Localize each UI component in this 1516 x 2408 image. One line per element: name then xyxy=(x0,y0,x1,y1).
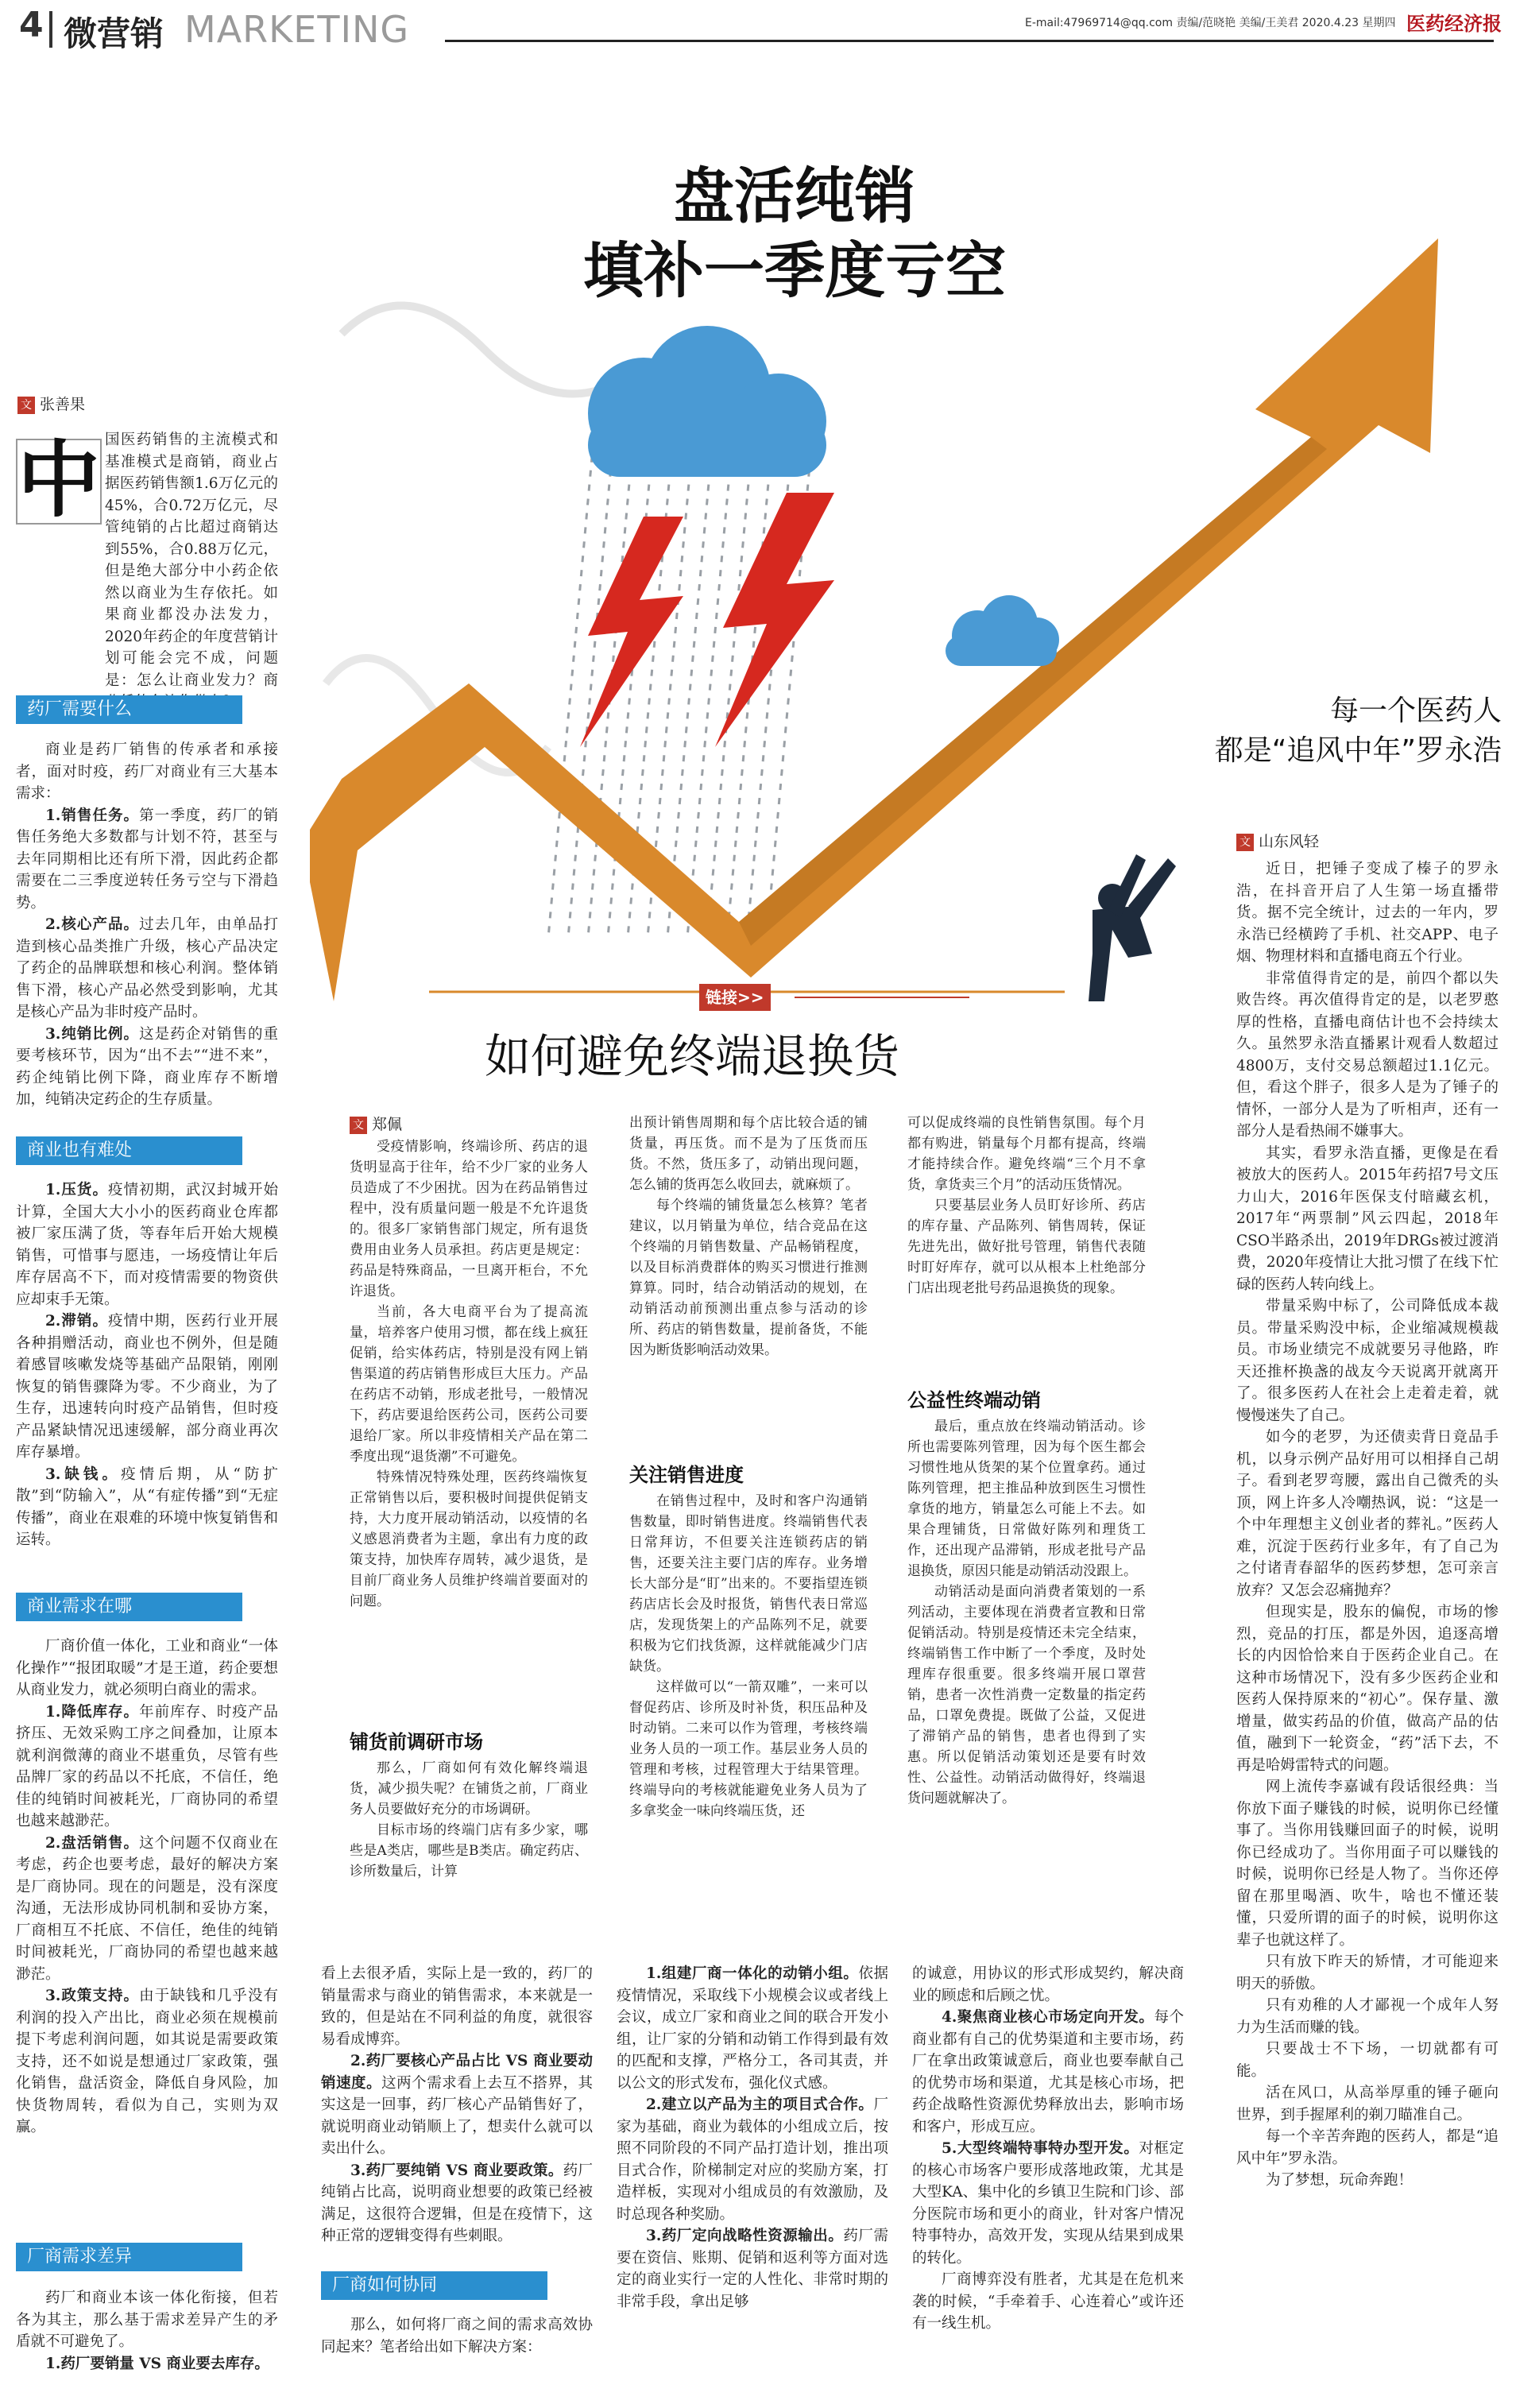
point-title: 1.降低库存。 xyxy=(45,1703,140,1721)
paragraph xyxy=(16,805,278,915)
paragraph xyxy=(321,2050,593,2160)
point-body: 厂家为基础，商业为载体的小组成立后，按照不同阶段的不同产品打造计划，推出项目式合作，阶梯制定对应的奖励方案，打造样板，实现对小组成员的有效激励，及时总现各种奖励。 xyxy=(617,2096,888,2223)
main-headline xyxy=(493,159,1096,308)
point-body: 疫情初期，武汉封城开始计算，全国大大小小的医药商业仓库都被厂家压满了货，等春年后开始大规模销售，可惜事与愿违，一场疫情让年后库存居高不下，而对疫情需要的物资供应却束手无策。 xyxy=(16,1182,278,1308)
byline-left-name: 张善果 xyxy=(40,396,86,413)
paragraph: 这样做可以“一箭双雕”，一来可以督促药店、诊所及时补货，积压品种及时动销。二来可以作为管理，考核终端业务人员的一项工作。基层业务人员的管理和考核，过程管理大于结果管理。终端导向的考核就能避免业务人员为了多拿奖金一味向终端压货，还 xyxy=(629,1679,868,1819)
point-body: 这两个需求看上去互不搭界，其实这是一回事，药厂核心产品销售好了，就说明商业动销顺上了，想卖什么就可以卖出什么。 xyxy=(321,2074,593,2157)
point-body: 疫情后期，从“防扩散”到“防输入”，从“有症传播”到“无症传播”，商业在艰难的环境中恢复销售和运转。 xyxy=(16,1465,278,1548)
sub-feature-title: 如何避免终端退换货 xyxy=(485,1029,900,1083)
main-headline-line1: 盘活纯销 xyxy=(674,161,915,231)
paragraph: 出预计销售周期和每个店比较合适的铺货量，再压货。而不是为了压货而压货。不然，货压多了，动销出现问题，怎么铺的货再怎么收回去，就麻烦了。 xyxy=(629,1115,868,1193)
paragraph: 的诚意，用协议的形式形成契约，解决商业的顾虑和后顾之忧。 xyxy=(912,1965,1184,2004)
point-title: 5.大型终端特事特办型开发。 xyxy=(942,2140,1139,2157)
point-body: 这个问题不仅商业在考虑，药企也要考虑，最好的解决方案是厂商协同。现在的问题是，没有深度沟通，无法形成协同机制和妥协方案，厂商相互不托底、不信任，绝佳的纯销时间被耗光，厂商协同的希望也越来越渺茫。 xyxy=(16,1834,278,1983)
paragraph: 厂商博弈没有胜者，尤其是在危机来袭的时候，“手牵着手、心连着心”或许还有一线生机。 xyxy=(912,2271,1184,2332)
point-body: 年前库存、时疫产品挤压、无效采购工序之间叠加，让原本就利润微薄的商业不堪重负，尽管有些品牌厂家的药品以不托底，不信任，绝佳的纯销时间被耗光，厂商协同的希望也越来越渺茫。 xyxy=(16,1703,278,1829)
paragraph: 那么，如何将厂商之间的需求高效协同起来？笔者给出如下解决方案： xyxy=(321,2317,593,2356)
paragraph: 活在风口，从高举厚重的锤子砸向世界，到手握犀利的剃刀瞄准自己。 xyxy=(1236,2085,1499,2123)
paragraph: 只有劝稚的人才鄙视一个成年人努力为生活而赚的钱。 xyxy=(1236,1997,1499,2036)
main-headline-line2: 填补一季度亏空 xyxy=(583,235,1006,306)
paragraph xyxy=(617,2094,888,2225)
section-heading: 厂商如何协同 xyxy=(321,2271,547,2300)
byline-middle xyxy=(350,1113,402,1134)
paragraph: 动销活动是面向消费者策划的一系列活动，主要体现在消费者宣教和日常促销活动。特别是疫情还未完全结束，终端销售工作中断了一个季度，及时处理库存很重要。很多终端开展口罩营销，患者一次性消费一定数量的指定药品，口罩免费提。既做了公益，又促进了滞销产品的销售，患者也得到了实惠。所以促销活动策划还是要有时效性、公益性。动销活动做得好，终端退货问题就解决了。 xyxy=(907,1584,1146,1806)
bottom-col3 xyxy=(912,1963,1184,2335)
point-title: 2.核心产品。 xyxy=(45,916,140,933)
paragraph: 每一个辛苦奔跑的医药人，都是“追风中年”罗永浩。 xyxy=(1236,2128,1499,2167)
point-title: 2.建立以产品为主的项目式合作。 xyxy=(646,2096,874,2113)
section-heading: 商业需求在哪 xyxy=(16,1593,242,1621)
paragraph xyxy=(16,1701,278,1833)
paragraph xyxy=(912,2007,1184,2138)
newspaper-brand: 医药经济报 xyxy=(1406,12,1502,35)
paragraph: 看上去很矛盾，实际上是一致的，药厂的销量需求与商业的销售需求，本来就是一致的，但是站在不同利益的角度，就很容易看成博弈。 xyxy=(321,1965,593,2048)
paragraph xyxy=(617,1963,888,2094)
businessman-figure xyxy=(1089,854,1176,1001)
point-title: 3.缺钱。 xyxy=(45,1465,122,1483)
small-cloud xyxy=(946,595,1059,666)
sidebar-feature-title xyxy=(1152,691,1502,771)
middle-article-col1b xyxy=(350,1758,588,1882)
paragraph xyxy=(617,2225,888,2313)
paragraph: 只要基层业务人员盯好诊所、药店的库存量、产品陈列、销售周转，保证先进先出，做好批号管理，销售代表随时盯好库存，就可以从根本上杜绝部分门店出现老批号药品退换货的现象。 xyxy=(907,1198,1146,1296)
point-body: 这是药企对销售的重要考核环节，因为“出不去”“进不来”，药企纯销比例下降，商业库存不断增加，纯销决定药企的生存质量。 xyxy=(16,1025,278,1108)
bottom-col1 xyxy=(321,1963,593,2247)
paragraph xyxy=(16,2353,278,2375)
lead-paragraph: 国医药销售的主流模式和基准模式是商销，商业占据医药销售额1.6万亿元的45%，合0.72万亿元，尽管纯销的占比超过商销达到55%，合0.88万亿元，但是绝大部分中小药企依然以商业为生存依托。如果商业都没办法发力，2020年药企的年度营销计划可能会完不成，问题是：怎么让商业发力？商 xyxy=(105,432,278,689)
point-body: 对框定的核心市场客户要形成落地政策，尤其是大型KA、集中化的乡镇卫生院和门诊、部分医院市场和更小的商业，针对客户情况特事特办，高效开发，实现从结果到成果的转化。 xyxy=(912,2140,1184,2267)
byline-right xyxy=(1236,830,1319,851)
middle-article-col3b xyxy=(907,1416,1146,1809)
paragraph: 每个终端的铺货量怎么核算？笔者建议，以月销量为单位，结合竞品在这个终端的月销售数量、产品畅销程度，以及目标消费群体的购买习惯进行推测算算。同时，结合动销活动的规划，在动销活动前预测出重点参与活动的诊所、药店的销售数量，提前备货，不能因为断货影响活动效果。 xyxy=(629,1198,868,1358)
paragraph: 药厂和商业本该一体化衔接，但若各为其主，那么基于需求差异产生的矛盾就不可避免了。 xyxy=(16,2290,278,2350)
point-title: 3.药厂定向战略性资源输出。 xyxy=(646,2228,844,2244)
point-title: 1.压货。 xyxy=(45,1182,109,1198)
paragraph: 网上流传李嘉诚有段话很经典：当你放下面子赚钱的时候，说明你已经懂事了。当你用钱赚回面子的时候，说明你已经成功了。当你用面子可以赚钱的时候，说明你已经是人物了。当你还停留在那里喝酒、吹牛，啥也不懂还装懂，只爱所谓的面子的时候，说明你这辈子也就这样了。 xyxy=(1236,1779,1499,1949)
byline-middle-name: 郑佩 xyxy=(372,1116,403,1133)
author-mark-icon: 文 xyxy=(17,397,35,414)
paragraph: 最后，重点放在终端动销活动。诊所也需要陈列管理，因为每个医生都会习惯性地从货架的某个位置拿药。通过陈列管理，把主推品种放到医生习惯性拿货的地方，销量怎么可能上不去。如果合理铺货，日常做好陈列和理货工作，还出现产品滞销，形成老批号产品退换货，原因只能是动销活动没跟上。 xyxy=(907,1419,1146,1579)
paragraph xyxy=(912,2138,1184,2269)
storm-cloud xyxy=(588,326,826,477)
left-section-3 xyxy=(16,1636,278,2139)
link-tag: 链接>> xyxy=(699,984,771,1011)
paragraph: 只有放下昨天的矫情，才可能迎来明天的骄傲。 xyxy=(1236,1953,1499,1992)
sidebar-feature-title-line1: 每一个医药人 xyxy=(1329,695,1502,727)
point-title: 3.政策支持。 xyxy=(45,1988,140,2004)
paragraph xyxy=(321,2160,593,2247)
point-title: 1.组建厂商一体化的动销小组。 xyxy=(646,1965,859,1982)
background-scribble xyxy=(342,305,644,393)
bottom-col2 xyxy=(617,1963,888,2313)
paragraph: 受疫情影响，终端诊所、药店的退货明显高于往年，给不少厂家的业务人员造成了不少困扰。因为在药品销售过程中，没有质量问题一般是不允许退货的。很多厂家销售部门规定，所有退货费用由业务人员承担。药店更是规定：药品是特殊商品，一旦离开柜台，不允许退货。 xyxy=(350,1139,588,1299)
middle-article-col2b xyxy=(629,1491,868,1821)
paragraph xyxy=(16,1179,278,1310)
section-heading: 厂商需求差异 xyxy=(16,2243,242,2271)
subsection-heading: 关注销售进度 xyxy=(629,1464,744,1486)
middle-article-col3 xyxy=(907,1113,1146,1299)
paragraph: 为了梦想，玩命奔跑！ xyxy=(1266,2172,1414,2189)
paragraph: 只要战士不下场，一切就都有可能。 xyxy=(1236,2041,1499,2080)
point-title: 2.药厂要核心产品占比 VS 商业要动销速度。 xyxy=(321,2053,593,2092)
header-meta: E-mail:47969714@qq.com 责编/范晓艳 美编/王美君 2020.4.23 星期四 xyxy=(1025,17,1396,29)
paragraph xyxy=(16,1464,278,1551)
paragraph: 其实，看罗永浩直播，更像是在看被放大的医药人。2015年药招7号文压力山大，2016年医保支付暗藏玄机，2017年“两票制”风云四起，2018年CSO半路杀出，2019年DRGs被过渡消费，2020年疫情让大批习惯了在线下忙碌的医药人转向线上。 xyxy=(1236,1144,1499,1293)
byline-right-name: 山东风轻 xyxy=(1259,833,1320,850)
point-body: 由于缺钱和几乎没有利润的投入产出比，商业必须在规模前提下考虑利润问题，如其说是需要政策支持，还不如说是想通过厂家政策，强化销售，盘活资金，降低自身风险，加快货物周转，看似为自己，实则为双赢。 xyxy=(16,1988,278,2135)
link-underline xyxy=(795,997,969,998)
paragraph: 那么，厂商如何有效化解终端退货，减少损失呢？在铺货之前，厂商业务人员要做好充分的市场调研。 xyxy=(350,1760,588,1818)
dropcap: 中 xyxy=(17,432,101,528)
point-title: 2.滞销。 xyxy=(45,1313,109,1330)
paragraph: 如今的老罗，为还债卖背日竟品手机，以身示例产品好用可以相择自己胡子。看到老罗弯腰，露出自己微秃的头顶，网上许多人冷嘲热讽，说：“这是一个中年理想主义创业者的葬礼。”医药人难，沉淀于医药行业多年，有了自己为之付诸青春韶华的医药梦想，怎可亲言放弃？又怎会忍痛抛弃？ xyxy=(1236,1429,1499,1599)
rain-lines xyxy=(548,413,814,938)
point-title: 1.药厂要销量 VS 商业要去库存。 xyxy=(45,2355,269,2372)
paragraph xyxy=(16,914,278,1024)
section-heading: 商业也有难处 xyxy=(16,1136,242,1165)
paragraph: 近日，把锤子变成了榛子的罗永浩，在抖音开启了人生第一场直播带货。据不完全统计，过去的一年内，罗永浩已经横跨了手机、社交APP、电子烟、物理材料和直播电商五个行业。 xyxy=(1236,861,1499,965)
right-article xyxy=(1236,858,1499,2192)
point-body: 疫情中期，医药行业开展各种捐赠活动，商业也不例外，但是随着感冒咳嗽发烧等基础产品限销，刚刚恢复的销售骤降为零。不少商业，为了生存，迅速转向时疫产品销售，但时疫产品紧缺情况迅速缓解，部分商业再次库存暴增。 xyxy=(16,1313,278,1461)
point-title: 4.聚焦商业核心市场定向开发。 xyxy=(942,2009,1154,2026)
point-title: 1.销售任务。 xyxy=(45,807,140,824)
point-body: 过去几年，由单品打造到核心品类推广升级，核心产品决定了药企的品牌联想和核心利润。整体销售下滑，核心产品必然受到影响，尤其是核心产品为非时疫产品时。 xyxy=(16,916,278,1020)
subsection-heading: 铺货前调研市场 xyxy=(350,1731,483,1753)
author-mark-icon: 文 xyxy=(350,1117,367,1134)
paragraph: 带量采购中标了，公司降低成本裁员。带量采购没中标，企业缩减规模裁员。市场业绩完不成就要另寻他路，昨天还推杯换盏的战友今天说离开就离开了。很多医药人在社会上走着走着，就慢慢迷失了自己。 xyxy=(1236,1298,1499,1424)
page-number: 4 xyxy=(19,5,44,45)
point-body: 每个商业都有自己的优势渠道和主要市场，药厂在拿出政策诚意后，商业也要奉献自己的优势市场和渠道，尤其是核心市场，把药企战略性资源优势释放出去，影响市场和客户，形成互应。 xyxy=(912,2009,1184,2135)
point-body: 药厂纯销占比高，说明商业想要的政策已经被满足，这很符合逻辑，但是在疫情下，这种正常的逻辑变得有些刺眼。 xyxy=(321,2162,593,2244)
bottom-col1b xyxy=(321,2314,593,2358)
paragraph: 但现实是，股东的偏倪，市场的惨烈，竞品的打压，都是外因，追逐高增长的内因恰恰来自于医药企业自己。在这种市场情况下，没有多少医药企业和医药人保持原来的“初心”。保存量、激增量，做实药品的价值，做高产品的估值，融到下一轮资金，“药”活下去，不再是哈姆雷特式的问题。 xyxy=(1236,1604,1499,1774)
point-body: 依据疫情情况，采取线下小规模会议或者线上会议，成立厂家和商业之间的联合开发小组，让厂家的分销和动销工作得到最有效的匹配和支撑，严格分工，各司其责，并以公文的形式发布，强化仪式感。 xyxy=(617,1965,888,2092)
point-body: 药厂需要在资信、账期、促销和返利等方面对选定的商业实行一定的人性化、非常时期的非常手段，拿出足够 xyxy=(617,2228,888,2310)
header-rule xyxy=(445,40,1494,42)
middle-article-col2 xyxy=(629,1113,868,1361)
left-article-lead xyxy=(16,429,278,714)
sidebar-feature-title-line2: 都是“追风中年”罗永浩 xyxy=(1214,734,1502,767)
paragraph: 非常值得肯定的是，前四个都以失败告终。再次值得肯定的是，以老罗憨厚的性格，直播电商估计也不会持续太久。虽然罗永浩直播累计观看人数超过4800万，支付交易总额超过1.1亿元。但，看这个胖子，很多人是为了锤子的情怀，一部分人是为了听相声，还有一部分人是看热闹不嫌事大。 xyxy=(1236,970,1499,1140)
subsection-heading: 公益性终端动销 xyxy=(907,1389,1041,1411)
paragraph: 可以促成终端的良性销售氛围。每个月都有购进，销量每个月都有提高，终端才能持续合作。避免终端“三个月不拿货，拿货卖三个月”的活动压货情况。 xyxy=(907,1115,1146,1193)
point-title: 2.盘活销售。 xyxy=(45,1834,140,1852)
paragraph: 商业是药厂销售的传承者和承接者，面对时疫，药厂对商业有三大基本需求： xyxy=(16,741,278,802)
paragraph: 当前，各大电商平台为了提高流量，培养客户使用习惯，都在线上疯狂促销，给实体药店，特别是没有网上销售渠道的药店销售形成巨大压力。产品在药店不动销，形成老批号，一般情况下，药店要退给医药公司，医药公司要退给厂家。所以非疫情相关产品在第二季度出现“退货潮”不可避免。 xyxy=(350,1304,588,1465)
point-body: 第一季度，药厂的销售任务绝大多数都与计划不符，甚至与去年同期相比还有所下滑，因此药企都需要在二三季度逆转任务亏空与下滑趋势。 xyxy=(16,807,278,912)
lightning-bolt-right xyxy=(715,493,834,747)
author-mark-icon: 文 xyxy=(1236,834,1254,851)
left-section-2 xyxy=(16,1179,278,1551)
header-divider xyxy=(49,11,52,48)
left-section-4 xyxy=(16,2287,278,2375)
paragraph xyxy=(16,1985,278,2139)
paragraph: 特殊情况特殊处理，医药终端恢复正常销售以后，要积极时间提供促销支持，大力度开展动销活动，以疫情的名义感恩消费者为主题，拿出有力度的政策支持，加快库存周转，减少退货，是目前厂商业务人员维护终端首要面对的问题。 xyxy=(350,1469,588,1609)
paragraph: 在销售过程中，及时和客户沟通销售数量，即时销售进度。终端销售代表日常拜访，不但要关注连锁药店的销售，还要关注主要门店的库存。业务增长大部分是“盯”出来的。不要指望连锁药店店长会及时报货，销售代表日常巡店，发现货架上的产品陈列不足，就要积极为它们找货源，这样就能减少门店缺货。 xyxy=(629,1493,868,1674)
paragraph xyxy=(16,1024,278,1111)
section-name-en: MARKETING xyxy=(184,8,410,51)
point-title: 3.药厂要纯销 VS 商业要政策。 xyxy=(350,2162,563,2179)
middle-article-col1 xyxy=(350,1136,588,1612)
paragraph: 目标市场的终端门店有多少家，哪些是A类店，哪些是B类店。确定药店、诊所数量后，计算 xyxy=(350,1822,588,1880)
left-section-1 xyxy=(16,739,278,1111)
section-name-cn: 微营销 xyxy=(64,14,164,53)
section-heading: 药厂需要什么 xyxy=(16,695,242,724)
paragraph xyxy=(16,1833,278,1986)
paragraph: 厂商价值一体化，工业和商业“一体化操作”“报团取暖”才是王道，药企要想从商业发力，就必须明白商业的需求。 xyxy=(16,1638,278,1698)
point-title: 3.纯销比例。 xyxy=(45,1025,140,1043)
paragraph xyxy=(16,1310,278,1464)
byline-left xyxy=(17,393,85,414)
